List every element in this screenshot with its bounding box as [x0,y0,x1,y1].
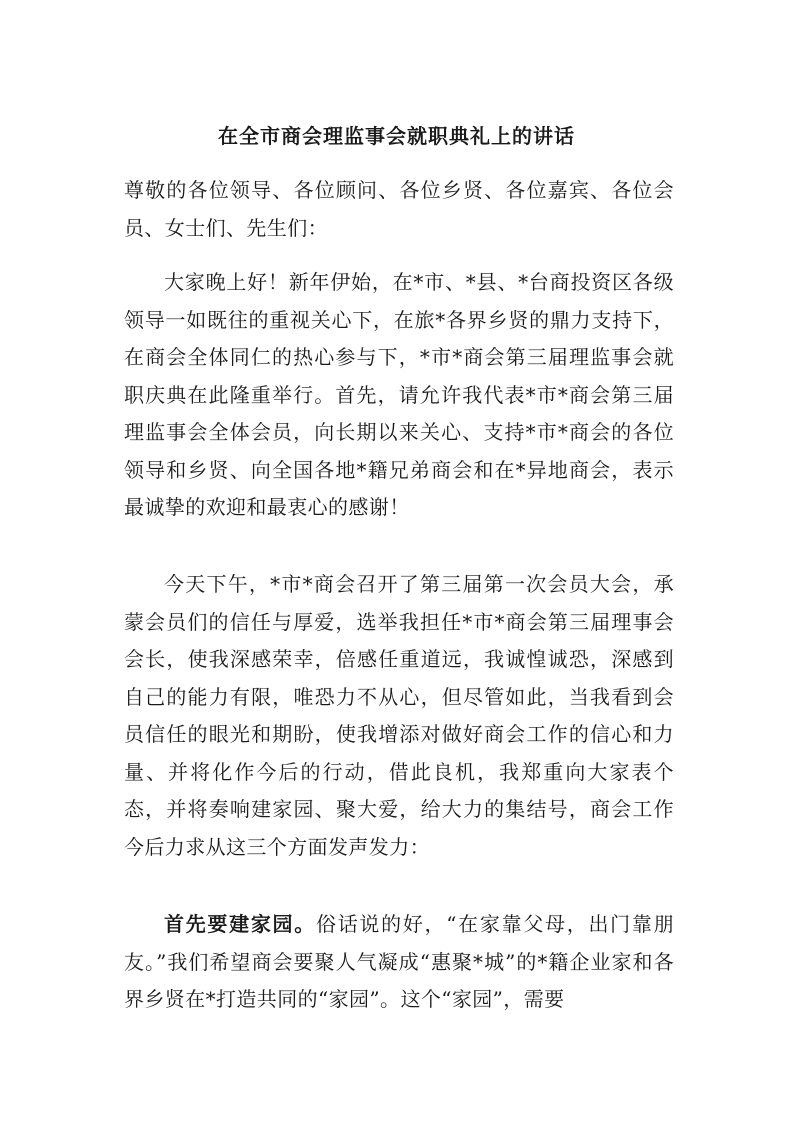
paragraph-1-text: 大家晚上好！新年伊始，在*市、*县、*台商投资区各级领导一如既往的重视关心下，在旅*各界乡贤的鼎力支持下，在商会全体同仁的热心参与下，*市*商会第三届理监事会就职庆典在此隆重举行。首先，请允许我代表*市*商会第三届理监事会全体会员，向长期以来关心、支持*市*商会的各位领导和乡贤、向全国各地*籍兄弟商会和在*异地商会，表示最诚挚的欢迎和最衷心的感谢！ [124,270,674,519]
paragraph-3 [124,906,674,1019]
paragraph-3-lead: 首先要建家园。 [164,912,316,936]
salutation-block [124,172,674,247]
paragraph-2-text: 今天下午，*市*商会召开了第三届第一次会员大会，承蒙会员们的信任与厚爱，选举我担任*市*商会第三届理事会会长，使我深感荣幸，倍感任重道远，我诚惶诚恐，深感到自己的能力有限，唯恐力不从心，但尽管如此，当我看到会员信任的眼光和期盼，使我增添对做好商会工作的信心和力量、并将化作今后的行动，借此良机，我郑重向大家表个态，并将奏响建家园、聚大爱，给大力的集结号，商会工作今后力求从这三个方面发声发力： [124,572,674,859]
paragraph-3-body [124,906,674,1019]
paragraph-3-text: 俗话说的好，“在家靠父母，出门靠朋友。”我们希望商会要聚人气凝成“惠聚*城”的*籍企业家和各界乡贤在*打造共同的“家园”。这个“家园”，需要 [124,912,674,1011]
document-title: 在全市商会理监事会就职典礼上的讲话 [218,124,575,148]
paragraph-2 [124,566,674,866]
paragraph-1 [124,264,674,527]
salutation: 尊敬的各位领导、各位顾问、各位乡贤、各位嘉宾、各位会员、女士们、先生们： [124,178,674,240]
